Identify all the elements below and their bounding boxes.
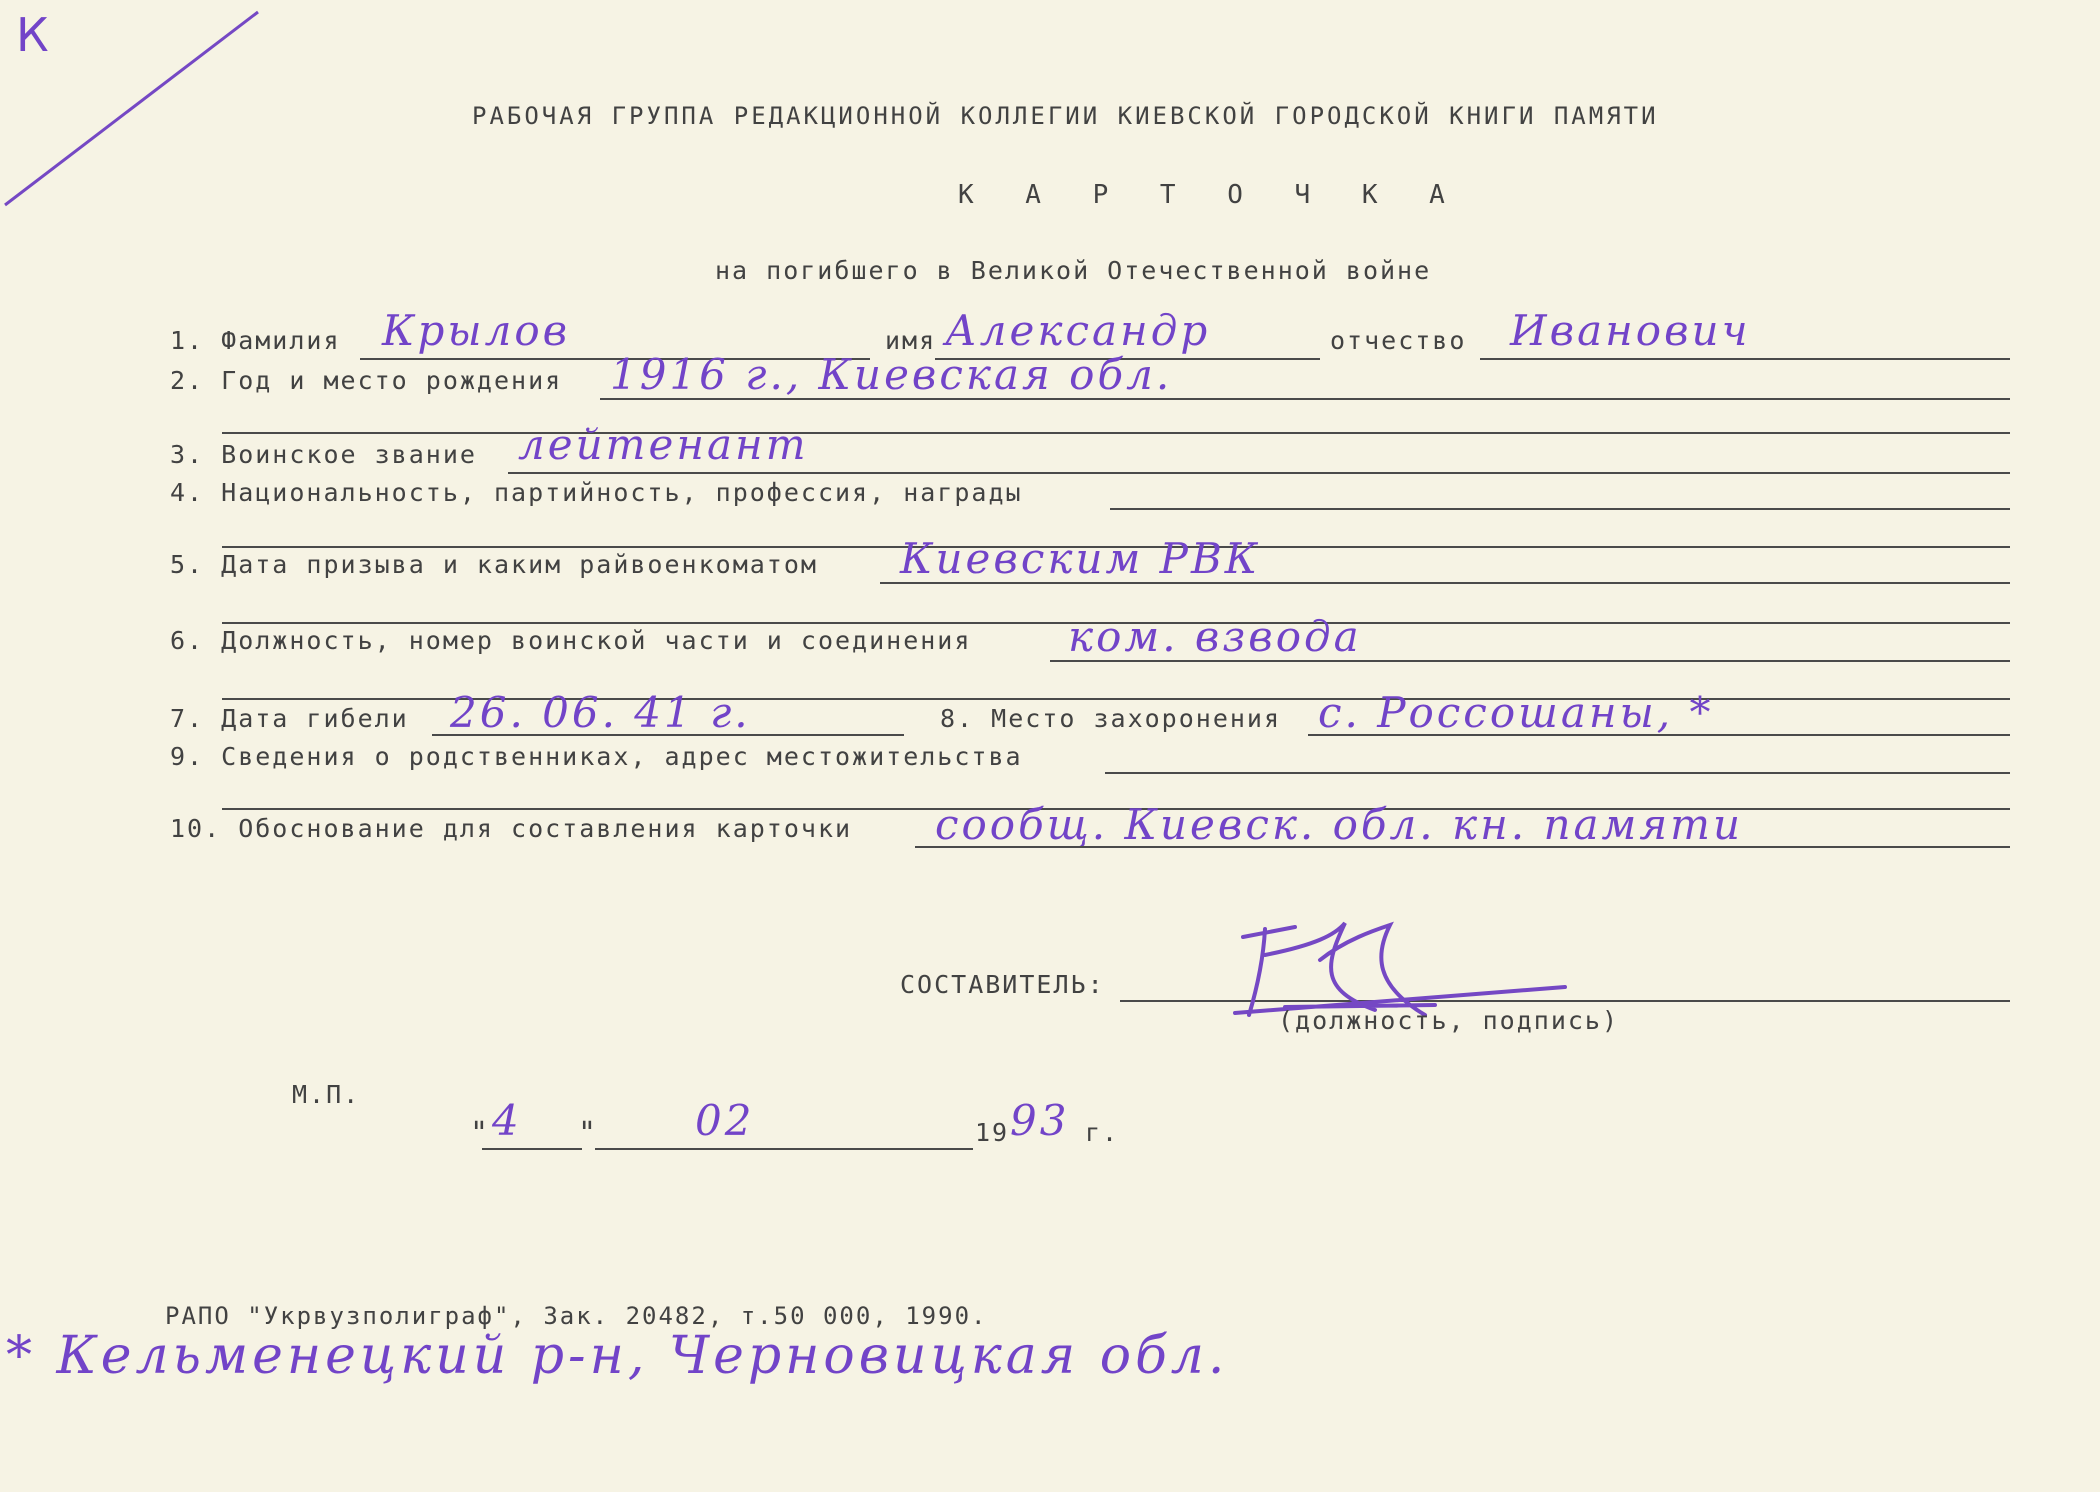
field-5-label: 5. Дата призыва и каким райвоенкоматом [170, 550, 818, 579]
date-year-value: 93 [1010, 1096, 1070, 1145]
patronymic-value: Иванович [1510, 306, 1751, 355]
field-6-line [1050, 660, 2010, 662]
rank-value: лейтенант [518, 420, 809, 469]
field-3-line [508, 472, 2010, 474]
card-title: К А Р Т О Ч К А [958, 180, 1463, 210]
field-4-line [1110, 508, 2010, 510]
field-1-patronymic-label: отчество [1330, 326, 1467, 355]
field-2-line [600, 398, 2010, 400]
date-quote-close: " [578, 1116, 599, 1151]
field-1-label: 1. Фамилия [170, 326, 341, 355]
printer-imprint: РАПО "Укрвузполиграф", Зак. 20482, т.50 000, 1990. [165, 1302, 988, 1330]
date-month-line [595, 1148, 973, 1150]
diagonal-stroke [0, 0, 260, 230]
card-subtitle: на погибшего в Великой Отечественной войне [715, 256, 1432, 285]
field-6-label: 6. Должность, номер воинской части и соединения [170, 626, 972, 655]
date-day-value: 4 [492, 1096, 522, 1145]
position-value: ком. взвода [1068, 612, 1362, 661]
date-day-line [482, 1148, 582, 1150]
org-header: РАБОЧАЯ ГРУППА РЕДАКЦИОННОЙ КОЛЛЕГИИ КИЕВСКОЙ ГОРОДСКОЙ КНИГИ ПАМЯТИ [472, 102, 1659, 130]
field-2-label: 2. Год и место рождения [170, 366, 563, 395]
surname-value: Крылов [382, 306, 571, 355]
conscription-value: Киевским РВК [900, 534, 1261, 583]
date-year-end: г. [1085, 1118, 1120, 1147]
field-4-label: 4. Национальность, партийность, профессия, награды [170, 478, 1023, 507]
field-9-label: 9. Сведения о родственниках, адрес местожительства [170, 742, 1023, 771]
date-year-prefix: 19 [975, 1118, 1010, 1147]
field-10-line [915, 846, 2010, 848]
burial-value: с. Россошаны, * [1318, 688, 1714, 737]
field-8-line [1308, 734, 2010, 736]
field-7-line [432, 734, 904, 736]
field-9-line [1105, 772, 2010, 774]
field-5-line [880, 582, 2010, 584]
field-10-label: 10. Обоснование для составления карточки [170, 814, 853, 843]
basis-value: сообщ. Киевск. обл. кн. памяти [935, 800, 1744, 849]
birth-value: 1916 г., Киевская обл. [610, 350, 1173, 399]
field-8-label: 8. Место захоронения [940, 704, 1282, 733]
compiler-label: СОСТАВИТЕЛЬ: [900, 970, 1105, 999]
field-1-line-3 [1480, 358, 2010, 360]
date-quote-open: " [470, 1116, 491, 1151]
date-month-value: 02 [695, 1096, 755, 1145]
field-7-label: 7. Дата гибели [170, 704, 409, 733]
field-2-line-2 [222, 432, 2010, 434]
stamp-place: М.П. [292, 1080, 361, 1109]
compiler-caption: (должность, подпись) [1278, 1006, 1620, 1035]
first-name-value: Александр [945, 306, 1211, 355]
corner-mark: К [16, 8, 52, 62]
field-1-name-label: имя [885, 326, 937, 355]
field-3-label: 3. Воинское звание [170, 440, 477, 469]
footnote: * Кельменецкий р-н, Черновицкая обл. [6, 1326, 1229, 1386]
death-date-value: 26. 06. 41 г. [450, 688, 751, 737]
